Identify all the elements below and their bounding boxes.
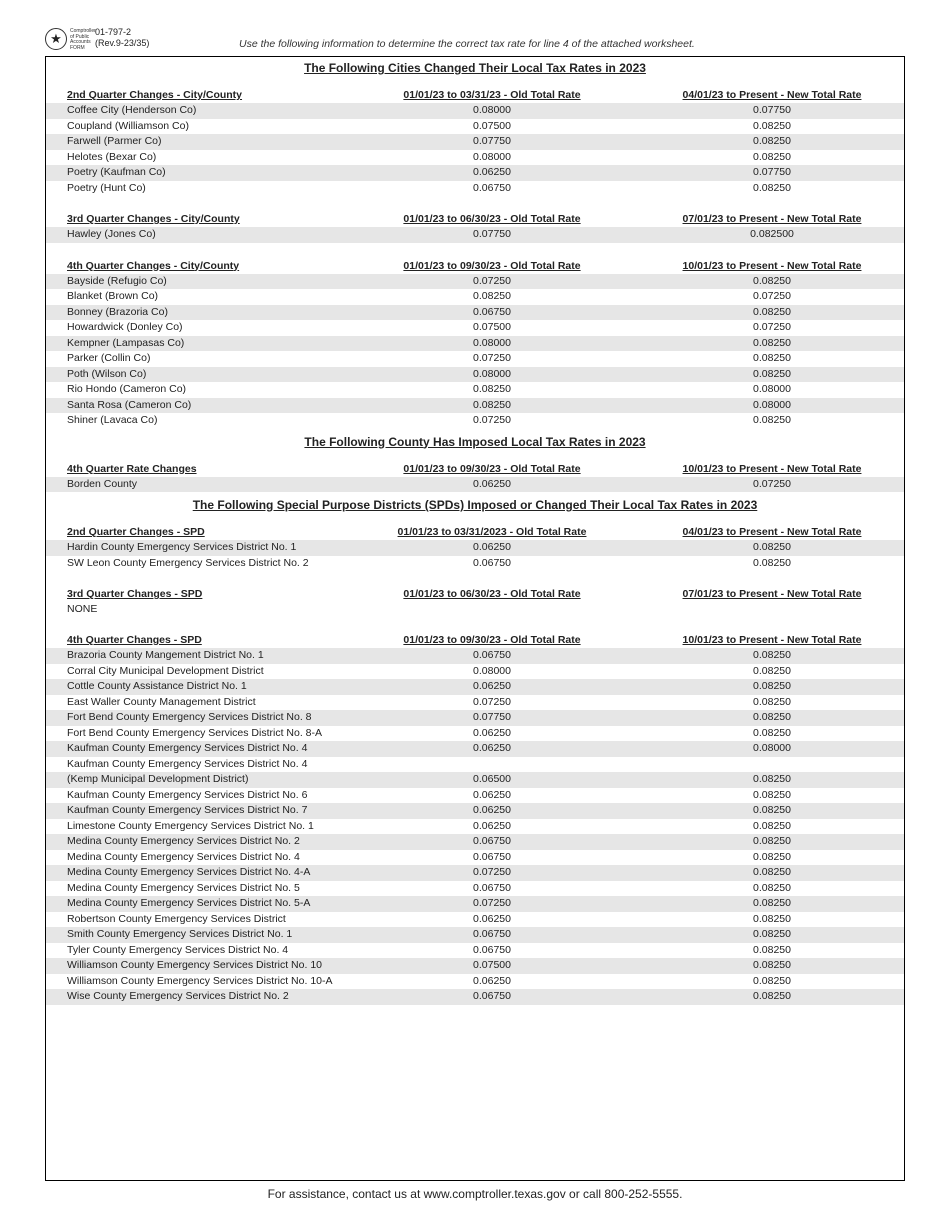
table-row	[46, 103, 904, 119]
new-total-rate: 0.08250	[753, 664, 791, 677]
old-total-rate: 0.07250	[473, 274, 511, 287]
jurisdiction-name: Poetry (Kaufman Co)	[67, 166, 166, 178]
jurisdiction-name: Wise County Emergency Services District No. 2	[67, 990, 289, 1002]
table-row	[46, 320, 904, 336]
jurisdiction-name: Farwell (Parmer Co)	[67, 135, 162, 147]
old-total-rate: 0.06750	[473, 305, 511, 318]
jurisdiction-name: (Kemp Municipal Development District)	[67, 773, 249, 785]
table-row	[46, 351, 904, 367]
jurisdiction-name: Shiner (Lavaca Co)	[67, 414, 158, 426]
new-total-rate: 0.08250	[753, 541, 791, 553]
star-seal-icon: ★	[45, 28, 67, 50]
spd-q4-heading-label: 4th Quarter Changes - SPD	[67, 634, 202, 646]
jurisdiction-name: Howardwick (Donley Co)	[67, 321, 183, 333]
jurisdiction-name: Robertson County Emergency Services District	[67, 912, 286, 925]
jurisdiction-name: Williamson County Emergency Services District No. 10	[67, 959, 322, 971]
old-total-rate: 0.08000	[473, 104, 511, 116]
table-row	[46, 850, 904, 866]
jurisdiction-name: Poetry (Hunt Co)	[67, 181, 146, 194]
old-total-rate: 0.07250	[473, 414, 511, 426]
table-row	[46, 477, 904, 493]
footer-contact: For assistance, contact us at www.comptroller.texas.gov or call 800-252-5555.	[267, 1187, 683, 1201]
old-total-rate: 0.06750	[473, 990, 511, 1002]
old-total-rate: 0.06250	[473, 477, 511, 490]
table-row	[46, 989, 904, 1005]
new-total-rate: 0.07250	[753, 321, 791, 333]
table-row	[46, 896, 904, 912]
old-total-rate: 0.06750	[473, 850, 511, 863]
table-row	[46, 943, 904, 959]
new-total-rate: 0.08250	[753, 943, 791, 956]
new-total-rate: 0.08250	[753, 150, 791, 163]
jurisdiction-name: Cottle County Assistance District No. 1	[67, 680, 247, 692]
table-row	[46, 664, 904, 680]
jurisdiction-name: SW Leon County Emergency Services District No. 2	[67, 556, 309, 569]
table-row	[46, 648, 904, 664]
new-total-rate: 0.08250	[753, 336, 791, 349]
old-rate-column-header: 01/01/23 to 06/30/23 - Old Total Rate	[403, 213, 581, 225]
new-total-rate: 0.08250	[753, 352, 791, 364]
new-total-rate: 0.08250	[753, 556, 791, 569]
old-total-rate: 0.06250	[473, 166, 511, 178]
old-total-rate: 0.07250	[473, 352, 511, 364]
table-row	[46, 382, 904, 398]
new-rate-column-header: 10/01/23 to Present - New Total Rate	[682, 259, 862, 272]
new-total-rate: 0.08250	[753, 711, 791, 723]
old-total-rate: 0.08250	[473, 383, 511, 395]
new-total-rate: 0.08250	[753, 414, 791, 426]
new-rate-column-header: 04/01/23 to Present - New Total Rate	[682, 526, 862, 538]
old-rate-column-header: 01/01/23 to 09/30/23 - Old Total Rate	[403, 634, 581, 646]
old-total-rate: 0.06250	[473, 726, 511, 739]
county-section-title: The Following County Has Imposed Local Tax Rates in 2023	[304, 434, 646, 449]
new-total-rate: 0.08000	[753, 383, 791, 395]
rates-table-frame	[45, 56, 905, 1181]
table-row	[46, 336, 904, 352]
jurisdiction-name: Medina County Emergency Services District No. 5	[67, 881, 300, 894]
jurisdiction-name: East Waller County Management District	[67, 695, 256, 708]
jurisdiction-name: Medina County Emergency Services District No. 5-A	[67, 897, 311, 909]
jurisdiction-name: Coffee City (Henderson Co)	[67, 104, 197, 116]
old-total-rate: 0.06250	[473, 912, 511, 925]
jurisdiction-name: Brazoria County Mangement District No. 1	[67, 649, 264, 661]
jurisdiction-name: Medina County Emergency Services District No. 4	[67, 850, 300, 863]
new-total-rate: 0.08250	[753, 835, 791, 847]
new-rate-column-header: 04/01/23 to Present - New Total Rate	[682, 89, 862, 101]
table-row	[46, 788, 904, 804]
table-row	[46, 413, 904, 429]
old-total-rate: 0.07250	[473, 695, 511, 708]
old-total-rate: 0.06750	[473, 556, 511, 569]
jurisdiction-name: Fort Bend County Emergency Services District No. 8	[67, 711, 312, 723]
old-total-rate: 0.08000	[473, 336, 511, 349]
new-total-rate: 0.08250	[753, 274, 791, 287]
new-total-rate: 0.08250	[753, 959, 791, 971]
old-total-rate: 0.06750	[473, 835, 511, 847]
old-rate-column-header: 01/01/23 to 03/31/2023 - Old Total Rate	[397, 526, 587, 538]
table-row	[46, 289, 904, 305]
old-total-rate: 0.08250	[473, 290, 511, 302]
new-total-rate: 0.08250	[753, 990, 791, 1002]
form-header	[45, 26, 905, 54]
new-rate-column-header: 07/01/23 to Present - New Total Rate	[682, 588, 862, 600]
old-total-rate: 0.07500	[473, 959, 511, 971]
cities-q3-heading-label: 3rd Quarter Changes - City/County	[67, 213, 240, 225]
jurisdiction-name: Santa Rosa (Cameron Co)	[67, 398, 192, 411]
jurisdiction-name: Rio Hondo (Cameron Co)	[67, 383, 187, 395]
old-total-rate: 0.06750	[473, 181, 511, 194]
jurisdiction-name: Parker (Collin Co)	[67, 352, 151, 364]
jurisdiction-name: Blanket (Brown Co)	[67, 290, 159, 302]
new-total-rate: 0.08250	[753, 819, 791, 832]
table-row	[46, 834, 904, 850]
jurisdiction-name: Bayside (Refugio Co)	[67, 274, 167, 287]
old-total-rate: 0.06250	[473, 788, 511, 801]
old-total-rate: 0.06250	[473, 804, 511, 816]
spd-q2-heading-label: 2nd Quarter Changes - SPD	[67, 526, 205, 538]
table-row	[46, 274, 904, 290]
new-total-rate: 0.08250	[753, 773, 791, 785]
table-row	[46, 540, 904, 556]
new-total-rate: 0.08000	[753, 398, 791, 411]
new-total-rate: 0.08250	[753, 135, 791, 147]
table-row	[46, 741, 904, 757]
new-total-rate: 0.08250	[753, 866, 791, 878]
jurisdiction-name: Corral City Municipal Development District	[67, 664, 264, 677]
jurisdiction-name: Williamson County Emergency Services District No. 10-A	[67, 974, 333, 987]
old-total-rate: 0.07250	[473, 897, 511, 909]
table-row	[46, 726, 904, 742]
instruction-text: Use the following information to determine the correct tax rate for line 4 of the attached worksheet.	[239, 38, 695, 50]
jurisdiction-name: Kaufman County Emergency Services District No. 7	[67, 804, 308, 816]
old-rate-column-header: 01/01/23 to 03/31/23 - Old Total Rate	[403, 89, 581, 101]
new-total-rate: 0.07250	[753, 477, 791, 490]
old-total-rate: 0.07250	[473, 866, 511, 878]
spd-q3-none-text: NONE	[67, 603, 98, 615]
new-total-rate: 0.08250	[753, 680, 791, 692]
new-total-rate: 0.08250	[753, 974, 791, 987]
new-total-rate: 0.07750	[753, 166, 791, 178]
jurisdiction-name: Borden County	[67, 477, 138, 490]
table-row	[46, 119, 904, 135]
table-row	[46, 819, 904, 835]
form-number: 01-797-2 (Rev.9-23/35)	[95, 27, 150, 48]
new-total-rate: 0.08250	[753, 928, 791, 940]
old-total-rate: 0.06250	[473, 541, 511, 553]
table-row	[46, 165, 904, 181]
jurisdiction-name: Limestone County Emergency Services District No. 1	[67, 819, 314, 832]
jurisdiction-name: Hawley (Jones Co)	[67, 228, 156, 240]
table-row	[46, 181, 904, 197]
old-total-rate: 0.06250	[473, 819, 511, 832]
old-total-rate: 0.06250	[473, 742, 511, 754]
spd-section-title: The Following Special Purpose Districts (SPDs) Imposed or Changed Their Local Tax Rates in 2023	[192, 498, 758, 512]
new-rate-column-header: 07/01/23 to Present - New Total Rate	[682, 213, 862, 225]
old-total-rate: 0.06500	[473, 773, 511, 785]
table-row	[46, 912, 904, 928]
table-row	[46, 974, 904, 990]
new-total-rate: 0.07750	[753, 104, 791, 116]
cities-q4-heading-label: 4th Quarter Changes - City/County	[67, 259, 240, 272]
jurisdiction-name: Fort Bend County Emergency Services District No. 8-A	[67, 726, 323, 739]
table-row	[46, 398, 904, 414]
new-total-rate: 0.08250	[753, 119, 791, 132]
old-total-rate: 0.08000	[473, 367, 511, 380]
new-total-rate: 0.08250	[753, 912, 791, 925]
jurisdiction-name: Hardin County Emergency Services District No. 1	[67, 541, 297, 553]
jurisdiction-name: Kaufman County Emergency Services District No. 4	[67, 757, 308, 770]
new-total-rate: 0.08250	[753, 788, 791, 801]
table-row	[46, 927, 904, 943]
new-total-rate: 0.08250	[753, 695, 791, 708]
new-total-rate: 0.08250	[753, 850, 791, 863]
jurisdiction-name: Kaufman County Emergency Services District No. 4	[67, 742, 308, 754]
new-total-rate: 0.08250	[753, 897, 791, 909]
old-total-rate: 0.08000	[473, 150, 511, 163]
old-total-rate: 0.07750	[473, 228, 511, 240]
old-total-rate: 0.06750	[473, 881, 511, 894]
agency-logo-text: Comptroller of Public Accounts FORM	[70, 28, 96, 51]
old-total-rate: 0.07750	[473, 135, 511, 147]
jurisdiction-name: Smith County Emergency Services District No. 1	[67, 928, 293, 940]
table-row	[46, 772, 904, 788]
table-row	[46, 958, 904, 974]
table-row	[46, 757, 904, 773]
new-total-rate: 0.08250	[753, 181, 791, 194]
new-rate-column-header: 10/01/23 to Present - New Total Rate	[682, 462, 862, 475]
table-row	[46, 556, 904, 572]
old-rate-column-header: 01/01/23 to 09/30/23 - Old Total Rate	[403, 462, 581, 475]
old-rate-column-header: 01/01/23 to 06/30/23 - Old Total Rate	[403, 588, 581, 600]
jurisdiction-name: Medina County Emergency Services District No. 4-A	[67, 866, 311, 878]
table-row	[46, 134, 904, 150]
table-row	[46, 227, 904, 243]
cities-section-title: The Following Cities Changed Their Local Tax Rates in 2023	[304, 61, 646, 75]
new-total-rate: 0.08250	[753, 804, 791, 816]
table-row	[46, 150, 904, 166]
new-total-rate: 0.08250	[753, 881, 791, 894]
table-row	[46, 305, 904, 321]
old-total-rate: 0.08000	[473, 664, 511, 677]
new-total-rate: 0.08000	[753, 742, 791, 754]
jurisdiction-name: Kempner (Lampasas Co)	[67, 336, 185, 349]
table-row	[46, 695, 904, 711]
old-total-rate: 0.06750	[473, 649, 511, 661]
old-total-rate: 0.08250	[473, 398, 511, 411]
county-q4-heading-label: 4th Quarter Rate Changes	[67, 462, 197, 475]
old-total-rate: 0.06250	[473, 680, 511, 692]
jurisdiction-name: Helotes (Bexar Co)	[67, 150, 157, 163]
jurisdiction-name: Poth (Wilson Co)	[67, 367, 147, 380]
new-total-rate: 0.08250	[753, 726, 791, 739]
table-row	[46, 803, 904, 819]
jurisdiction-name: Medina County Emergency Services District No. 2	[67, 835, 300, 847]
new-total-rate: 0.08250	[753, 367, 791, 380]
old-total-rate: 0.06250	[473, 974, 511, 987]
jurisdiction-name: Tyler County Emergency Services District No. 4	[67, 943, 289, 956]
table-row	[46, 710, 904, 726]
old-total-rate: 0.07500	[473, 321, 511, 333]
new-rate-column-header: 10/01/23 to Present - New Total Rate	[682, 634, 862, 646]
new-total-rate: 0.07250	[753, 290, 791, 302]
old-total-rate: 0.07750	[473, 711, 511, 723]
jurisdiction-name: Kaufman County Emergency Services District No. 6	[67, 788, 308, 801]
table-row	[46, 865, 904, 881]
old-total-rate: 0.06750	[473, 928, 511, 940]
old-total-rate: 0.07500	[473, 119, 511, 132]
new-total-rate: 0.08250	[753, 305, 791, 318]
old-rate-column-header: 01/01/23 to 09/30/23 - Old Total Rate	[403, 259, 581, 272]
cities-q2-heading-label: 2nd Quarter Changes - City/County	[67, 89, 243, 101]
jurisdiction-name: Coupland (Williamson Co)	[67, 119, 189, 132]
table-row	[46, 881, 904, 897]
jurisdiction-name: Bonney (Brazoria Co)	[67, 305, 168, 318]
table-row	[46, 679, 904, 695]
table-row	[46, 367, 904, 383]
spd-q3-heading-label: 3rd Quarter Changes - SPD	[67, 588, 203, 600]
new-total-rate: 0.082500	[750, 228, 794, 240]
old-total-rate: 0.06750	[473, 943, 511, 956]
new-total-rate: 0.08250	[753, 649, 791, 661]
